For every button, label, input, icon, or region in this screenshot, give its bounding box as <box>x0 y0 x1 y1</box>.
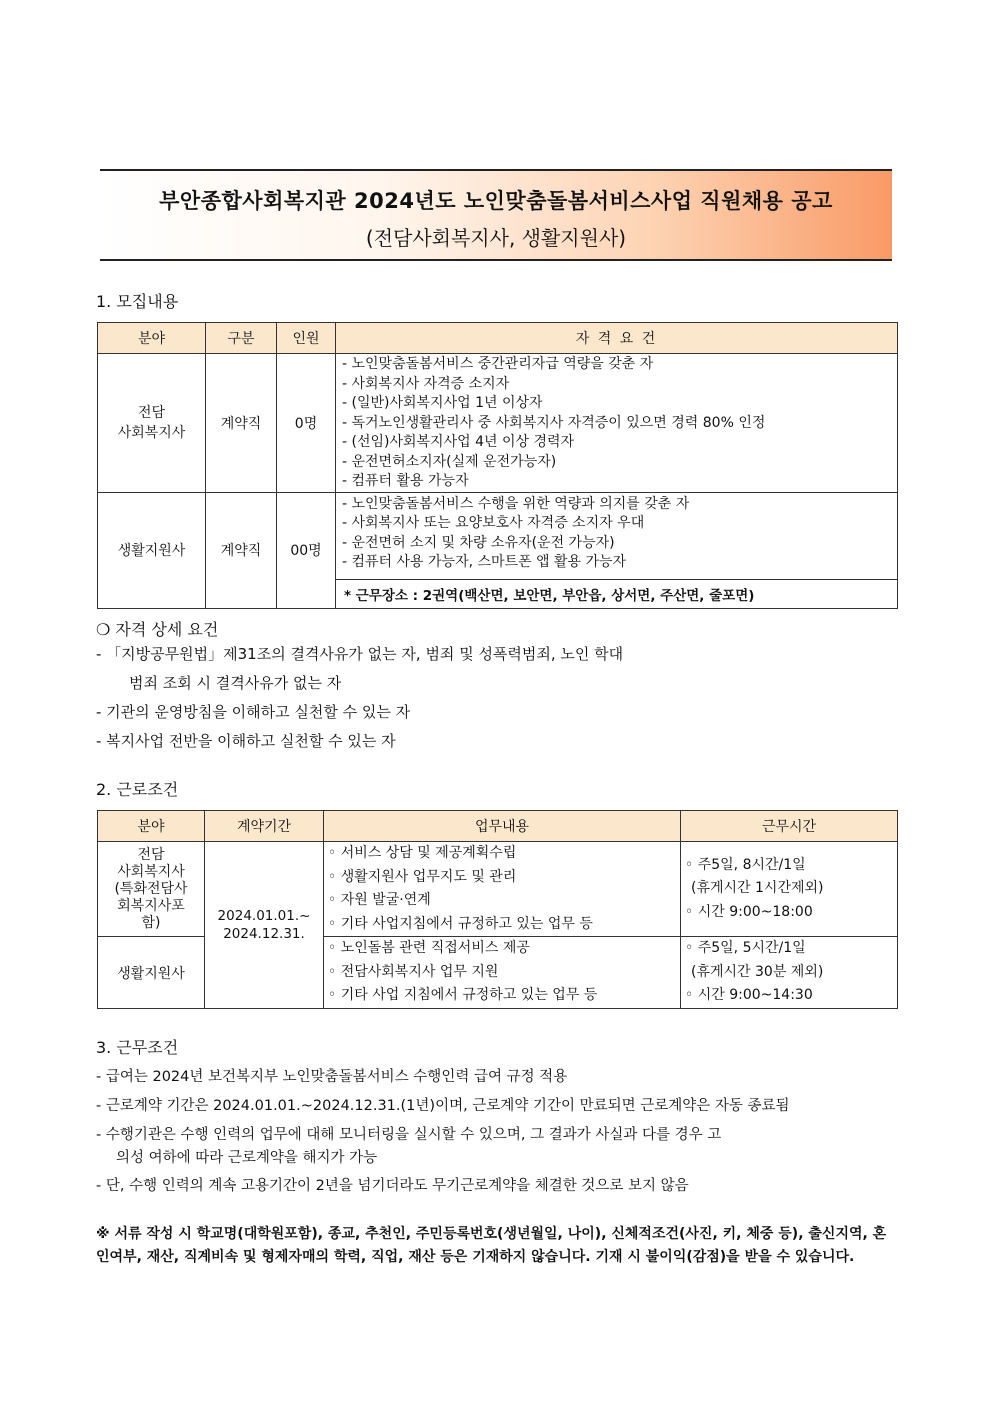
count-cell: 00명 <box>277 492 336 608</box>
qual-item: - 컴퓨터 활용 가능자 <box>342 473 469 489</box>
condition-item: - 급여는 2024년 보건복지부 노인맞춤돌봄서비스 수행인력 급여 규정 적용 <box>96 1069 568 1085</box>
hours-item: ◦ 주5일, 8시간/1일 <box>685 856 806 873</box>
duty-item: ◦ 생활지원사 업무지도 및 관리 <box>328 868 517 885</box>
qual-item: - 컴퓨터 사용 가능자, 스마트폰 앱 활용 가능자 <box>342 554 627 570</box>
duty-item: ◦ 기타 사업 지침에서 규정하고 있는 업무 등 <box>328 987 598 1004</box>
condition-item: - 근로계약 기간은 2024.01.01.~2024.12.31.(1년)이며, 근로계약 기간이 만료되면 근로계약은 자동 종료됨 <box>96 1098 790 1114</box>
hours-item: ◦ 시간 9:00~14:30 <box>685 987 813 1004</box>
qual-item: - 사회복지사 자격증 소지자 <box>342 375 510 392</box>
condition-item: 의성 여하에 따라 근로계약을 해지가 가능 <box>116 1150 378 1166</box>
duty-item: ◦ 전담사회복지사 업무 지원 <box>328 963 499 980</box>
duty-item: ◦ 기타 사업지침에서 규정하고 있는 업무 등 <box>328 915 593 932</box>
quals-cell <box>336 492 898 579</box>
hours-cell <box>681 937 898 1009</box>
header-field: 분야 <box>98 323 206 354</box>
type-cell: 계약직 <box>206 492 277 608</box>
qual-item: - 운전면허 소지 및 차량 소유자(운전 가능자) <box>342 534 615 551</box>
recruit-table <box>97 322 898 609</box>
qual-item: - 노인맞춤돌봄서비스 수행을 위한 역량과 의지를 갖춘 자 <box>342 495 690 512</box>
detail-item: - 복지사업 전반을 이해하고 실천할 수 있는 자 <box>96 732 396 750</box>
field-cell: 전담 사회복지사 (특화전담사 회복지사포 함) <box>98 842 205 937</box>
condition-item: - 수행기관은 수행 인력의 업무에 대해 모니터링을 실시할 수 있으며, 그 결과가 사실과 다를 경우 고 <box>96 1127 722 1143</box>
detail-heading: ❍ 자격 상세 요건 <box>96 620 219 639</box>
type-cell: 계약직 <box>206 354 277 493</box>
condition-item: - 단, 수행 인력의 계속 고용기간이 2년을 넘기더라도 무기근로계약을 체결한 것으로 보지 않음 <box>96 1178 689 1194</box>
section3-heading: 3. 근무조건 <box>96 1038 179 1057</box>
qual-item: - 운전면허소지자(실제 운전가능자) <box>342 453 557 470</box>
work-location: * 근무장소 : 2권역(백산면, 보안면, 부안읍, 상서면, 주산면, 줄포면) <box>336 579 898 608</box>
qual-item: - 노인맞춤돌봄서비스 중간관리자급 역량을 갖춘 자 <box>342 356 654 372</box>
title-box <box>100 169 892 261</box>
count-cell: 0명 <box>277 354 336 493</box>
hours-item: ◦ 주5일, 5시간/1일 <box>685 940 806 957</box>
hours-item: (휴게시간 30분 제외) <box>691 963 824 980</box>
period-cell: 2024.01.01.~ 2024.12.31. <box>205 842 324 1009</box>
hours-cell <box>681 842 898 937</box>
page-subtitle: (전담사회복지사, 생활지원사) <box>365 226 627 250</box>
duties-cell <box>324 937 681 1009</box>
header-hours: 근무시간 <box>681 811 898 842</box>
header-period: 계약기간 <box>205 811 324 842</box>
qual-item: - 독거노인생활관리사 중 사회복지사 자격증이 있으면 경력 80% 인정 <box>342 414 766 431</box>
section2-heading: 2. 근로조건 <box>96 780 179 799</box>
detail-item: - 기관의 운영방침을 이해하고 실천할 수 있는 자 <box>96 703 411 721</box>
duty-item: ◦ 노인돌봄 관련 직접서비스 제공 <box>328 940 530 957</box>
page-title: 부안종합사회복지관 2024년도 노인맞춤돌봄서비스사업 직원채용 공고 <box>159 189 833 213</box>
header-type: 구분 <box>206 323 277 354</box>
header-duties: 업무내용 <box>324 811 681 842</box>
qual-item: - (선임)사회복지사업 4년 이상 경력자 <box>342 434 575 450</box>
work-table <box>97 810 898 1009</box>
header-count: 인원 <box>277 323 336 354</box>
notice-note: ※ 서류 작성 시 학교명(대학원포함), 종교, 추천인, 주민등록번호(생년월일, 나이), 신체적조건(사진, 키, 체중 등), 출신지역, 혼인여부, 재산, 직계비속 및 형제자매의 학력, 직업, 재산 등은 기재하지 않습니다. 기재 시 불이익(감점)을 받을 수 있습니다. <box>96 1226 887 1265</box>
header-field: 분야 <box>98 811 205 842</box>
field-cell: 전담 사회복지사 <box>98 354 206 493</box>
header-quals: 자 격 요 건 <box>336 323 898 354</box>
detail-item: - 「지방공무원법」제31조의 결격사유가 없는 자, 범죄 및 성폭력범죄, 노인 학대 <box>96 645 624 663</box>
hours-item: ◦ 시간 9:00~18:00 <box>685 903 813 920</box>
duty-item: ◦ 서비스 상담 및 제공계획수립 <box>328 845 517 861</box>
section1-heading: 1. 모집내용 <box>96 292 179 311</box>
hours-item: (휴게시간 1시간제외) <box>691 880 824 897</box>
duty-item: ◦ 자원 발굴·연계 <box>328 892 431 908</box>
duties-cell <box>324 842 681 937</box>
qual-item: - 사회복지사 또는 요양보호사 자격증 소지자 우대 <box>342 515 645 531</box>
detail-item: 범죄 조회 시 결격사유가 없는 자 <box>129 674 342 692</box>
quals-cell <box>336 354 898 493</box>
field-cell: 생활지원사 <box>98 492 206 608</box>
qual-item: - (일반)사회복지사업 1년 이상자 <box>342 395 543 411</box>
field-cell: 생활지원사 <box>98 937 205 1009</box>
